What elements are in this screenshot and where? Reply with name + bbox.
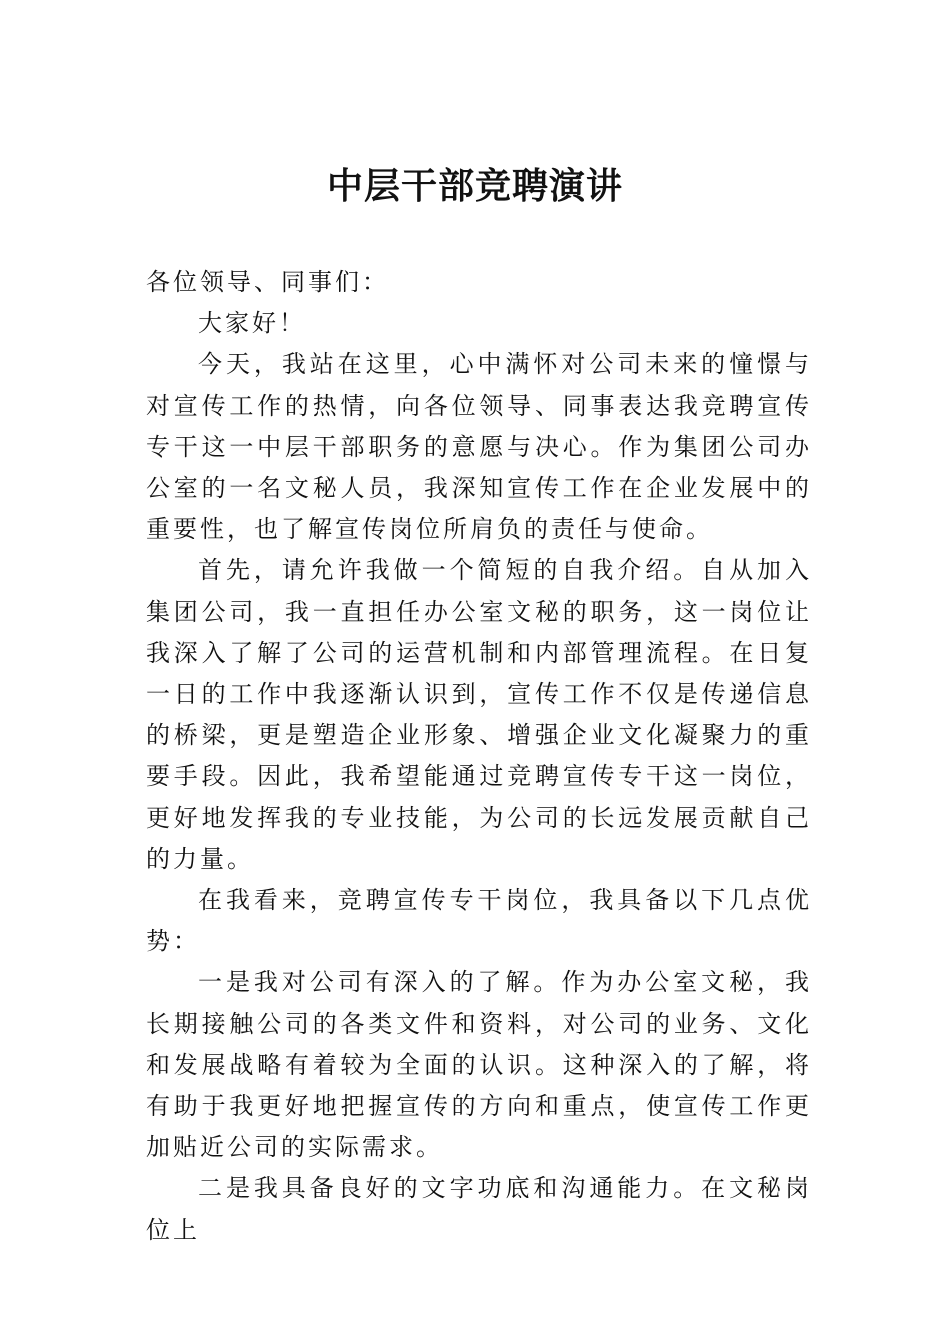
paragraph-advantages-lead: 在我看来，竞聘宣传专干岗位，我具备以下几点优势：	[146, 886, 812, 956]
paragraph-intro: 今天，我站在这里，心中满怀对公司未来的憧憬与对宣传工作的热情，向各位领导、同事表达我竞聘宣传专干这一中层干部职务的意愿与决心。作为集团公司办公室的一名文秘人员，我深知宣传工作在企业发展中的重要性，也了解宣传岗位所肩负的责任与使命。	[146, 350, 812, 544]
document-body	[146, 262, 812, 1251]
document-title: 中层干部竞聘演讲	[326, 165, 623, 207]
paragraph-advantage-one: 一是我对公司有深入的了解。作为办公室文秘，我长期接触公司的各类文件和资料，对公司的业务、文化和发展战略有着较为全面的认识。这种深入的了解，将有助于我更好地把握宣传的方向和重点，使宣传工作更加贴近公司的实际需求。	[146, 968, 812, 1162]
paragraph-self-introduction: 首先，请允许我做一个简短的自我介绍。自从加入集团公司，我一直担任办公室文秘的职务，这一岗位让我深入了解了公司的运营机制和内部管理流程。在日复一日的工作中我逐渐认识到，宣传工作不仅是传递信息的桥梁，更是塑造企业形象、增强企业文化凝聚力的重要手段。因此，我希望能通过竞聘宣传专干这一岗位，更好地发挥我的专业技能，为公司的长远发展贡献自己的力量。	[146, 556, 812, 873]
paragraph-greeting: 大家好！	[198, 309, 306, 338]
paragraph-advantage-two: 二是我具备良好的文字功底和沟通能力。在文秘岗位上	[146, 1174, 812, 1244]
salutation: 各位领导、同事们：	[146, 268, 389, 296]
